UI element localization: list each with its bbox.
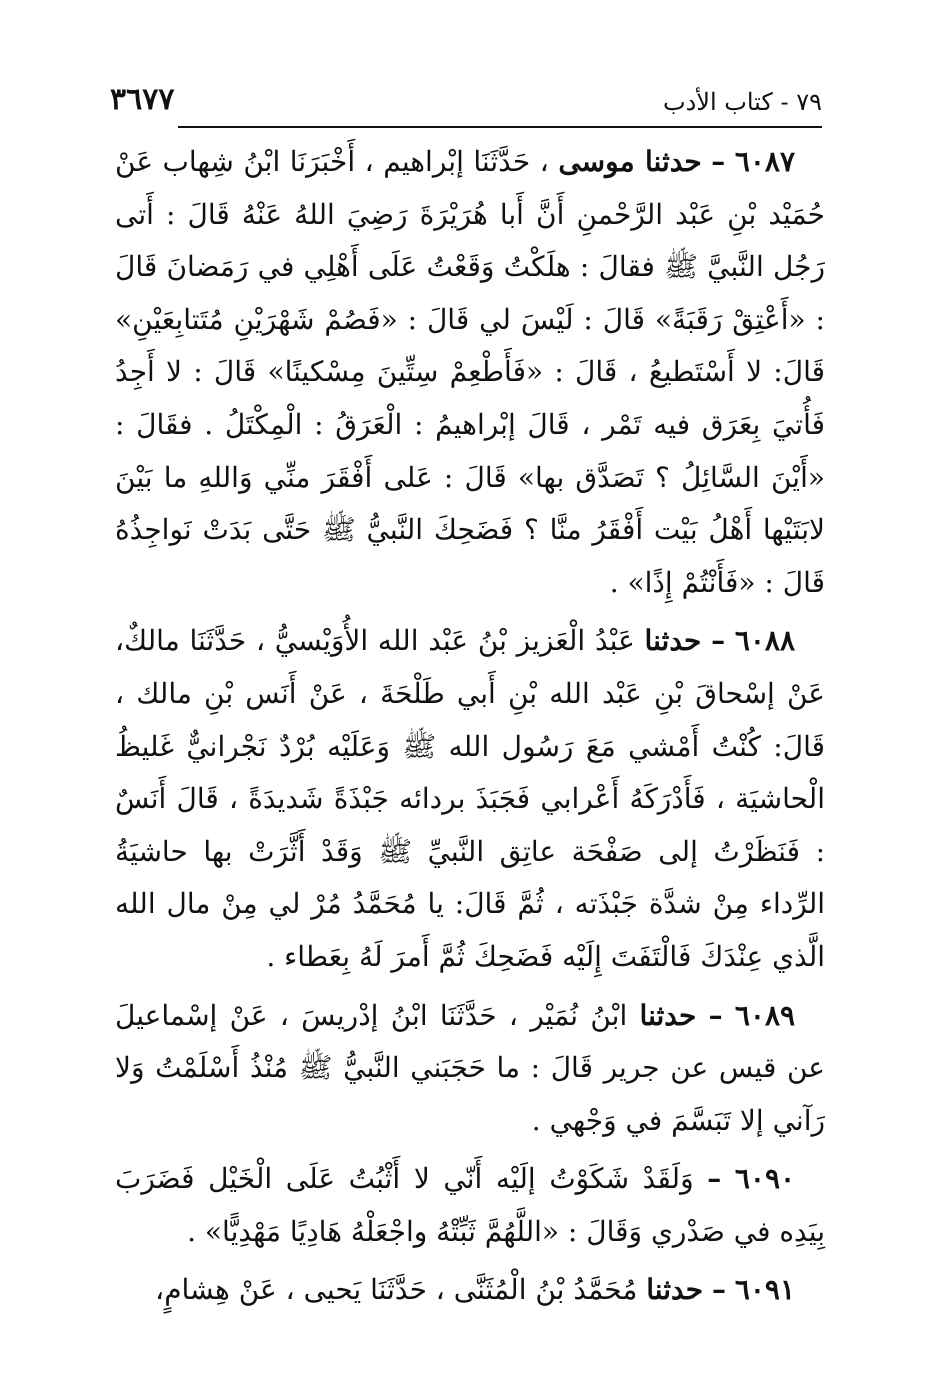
- hadith-number: ٦٠٩١: [734, 1273, 795, 1307]
- hadith-number: ٦٠٨٨: [734, 624, 795, 658]
- hadith-6089: ٦٠٨٩ – حدثنا ابْنُ نُمَيْر ، حَدَّثَنَا ابْنُ إدْريسَ ، عَنْ إسْماعيلَ عن قيس عن جرير قَالَ : ما حَجَبَني النَّبيُّ ﷺ مُنْذُ أَسْلَمْتُ وَلا رَآني إلا تَبَسَّمَ في وَجْهي .: [115, 998, 825, 1137]
- hadith-text: مُحَمَّدُ بْنُ الْمُثَنَّى ، حَدَّثَنَا يَحيى ، عَنْ هِشامٍ،: [155, 1273, 638, 1307]
- hadith-lead: حدثنا: [644, 624, 702, 658]
- hadith-6090: ٦٠٩٠ – وَلَقَدْ شَكَوْتُ إلَيْه أَنّي لا أَثْبُتُ عَلَى الْخَيْل فَضَرَبَ بِيَدِه في صَدْري وَقَالَ : «اللَّهُمَّ ثَبِّتْهُ واجْعَلْهُ هَادِيًا مَهْدِيًّا» .: [115, 1162, 825, 1248]
- hadith-6087: ٦٠٨٧ – حدثنا موسى ، حَدَّثَنَا إبْراهيم ، أَخْبَرَنَا ابْنُ شِهاب عَنْ حُمَيْد بْنِ عَبْد الرَّحْمنِ أَنَّ أَبا هُرَيْرَةَ رَضِيَ اللهُ عَنْهُ قَالَ : أَتى رَجُل النَّبيَّ ﷺ فقالَ : هلَكْتُ وَقَعْتُ عَلَى أَهْلِي في رَمَضانَ قَالَ : «أَعْتِقْ رَقَبَةً» قَالَ : لَيْسَ لي قَالَ : «فَصُمْ شَهْرَيْنِ مُتَتابِعَيْنِ» قَالَ: لا أَسْتَطيعُ ، قَالَ : «فَأَطْعِمْ سِتِّينَ مِسْكينًا» قَالَ : لا أَجِدُ فَأُتيَ بِعَرَق فيه تَمْر ، قَالَ إبْراهيمُ : الْعَرَقُ : الْمِكْتَلُ . فقَالَ : «أَيْنَ السَّائِلُ ؟ تَصَدَّق بها» قَالَ : عَلى أَفْقَرَ منِّي وَاللهِ ما بَيْنَ لابَتَيْها أَهْلُ بَيْت أَفْقَرُ منَّا ؟ فَضَحِكَ النَّبيُّ ﷺ حَتَّى بَدَتْ نَواجِذُهُ قَالَ : «فَأَنْتُمْ إِذًا» .: [115, 145, 825, 599]
- hadith-number: ٦٠٩٠: [734, 1162, 796, 1196]
- hadith-text: ، حَدَّثَنَا إبْراهيم ، أَخْبَرَنَا ابْنُ شِهاب عَنْ حُمَيْد بْنِ عَبْد الرَّحْمنِ أَنَّ أَبا هُرَيْرَةَ رَضِيَ اللهُ عَنْهُ قَالَ : أَتى رَجُل النَّبيَّ ﷺ فقالَ : هلَكْتُ وَقَعْتُ عَلَى أَهْلِي في رَمَضانَ قَالَ : «أَعْتِقْ رَقَبَةً» قَالَ : لَيْسَ لي قَالَ : «فَصُمْ شَهْرَيْنِ مُتَتابِعَيْنِ» قَالَ: لا أَسْتَطيعُ ، قَالَ : «فَأَطْعِمْ سِتِّينَ مِسْكينًا» قَالَ : لا أَجِدُ فَأُتيَ بِعَرَق فيه تَمْر ، قَالَ إبْراهيمُ : الْعَرَقُ : الْمِكْتَلُ . فقَالَ : «أَيْنَ السَّائِلُ ؟ تَصَدَّق بها» قَالَ : عَلى أَفْقَرَ منِّي وَاللهِ ما بَيْنَ لابَتَيْها أَهْلُ بَيْت أَفْقَرُ منَّا ؟ فَضَحِكَ النَّبيُّ ﷺ حَتَّى بَدَتْ نَواجِذُهُ قَالَ : «فَأَنْتُمْ إِذًا» .: [115, 145, 825, 599]
- hadith-text: عَبْدُ الْعَزيز بْنُ عَبْد الله الأُوَيْسيُّ ، حَدَّثَنَا مالكٌ، عَنْ إسْحاقَ بْنِ عَبْد الله بْنِ أَبي طَلْحَةَ ، عَنْ أَنَس بْنِ مالك ، قَالَ: كُنْتُ أَمْشي مَعَ رَسُول الله ﷺ وَعَلَيْه بُرْدٌ نَجْرانيٌّ غَليظُ الْحاشيَة ، فَأَدْرَكَهُ أَعْرابي فَجَبَذَ بردائه جَبْذَةً شَديدَةً ، قَالَ أَنَسٌ : فَنَظَرْتُ إلى صَفْحَة عاتِق النَّبيِّ ﷺ وَقَدْ أَثَّرَتْ بها حاشيَةُ الرِّداء مِنْ شدَّة جَبْذَته ، ثُمَّ قَالَ: يا مُحَمَّدُ مُرْ لي مِنْ مال الله الَّذي عِنْدَكَ فَالْتَفَتَ إِلَيْه فَضَحِكَ ثُمَّ أَمرَ لَهُ بِعَطاء .: [115, 624, 825, 973]
- page-body: [115, 136, 825, 1323]
- hadith-6088: ٦٠٨٨ – حدثنا عَبْدُ الْعَزيز بْنُ عَبْد الله الأُوَيْسيُّ ، حَدَّثَنَا مالكٌ، عَنْ إسْحاقَ بْنِ عَبْد الله بْنِ أَبي طَلْحَةَ ، عَنْ أَنَس بْنِ مالك ، قَالَ: كُنْتُ أَمْشي مَعَ رَسُول الله ﷺ وَعَلَيْه بُرْدٌ نَجْرانيٌّ غَليظُ الْحاشيَة ، فَأَدْرَكَهُ أَعْرابي فَجَبَذَ بردائه جَبْذَةً شَديدَةً ، قَالَ أَنَسٌ : فَنَظَرْتُ إلى صَفْحَة عاتِق النَّبيِّ ﷺ وَقَدْ أَثَّرَتْ بها حاشيَةُ الرِّداء مِنْ شدَّة جَبْذَته ، ثُمَّ قَالَ: يا مُحَمَّدُ مُرْ لي مِنْ مال الله الَّذي عِنْدَكَ فَالْتَفَتَ إِلَيْه فَضَحِكَ ثُمَّ أَمرَ لَهُ بِعَطاء .: [115, 624, 825, 973]
- running-title: ٧٩ - كتاب الأدب: [663, 88, 822, 116]
- hadith-number: ٦٠٨٩: [734, 998, 796, 1032]
- page-number: ٣٦٧٧: [110, 82, 175, 117]
- hadith-lead: حدثنا: [646, 1273, 704, 1307]
- hadith-6091: ٦٠٩١ – حدثنا مُحَمَّدُ بْنُ الْمُثَنَّى ، حَدَّثَنَا يَحيى ، عَنْ هِشامٍ،: [155, 1273, 795, 1307]
- hadith-lead: حدثنا: [639, 998, 697, 1032]
- hadith-number: ٦٠٨٧: [734, 145, 795, 178]
- page-header: [110, 82, 822, 122]
- hadith-text: ابْنُ نُمَيْر ، حَدَّثَنَا ابْنُ إدْريسَ ، عَنْ إسْماعيلَ عن قيس عن جرير قَالَ : ما حَجَبَني النَّبيُّ ﷺ مُنْذُ أَسْلَمْتُ وَلا رَآني إلا تَبَسَّمَ في وَجْهي .: [115, 998, 825, 1137]
- hadith-text: وَلَقَدْ شَكَوْتُ إلَيْه أَنّي لا أَثْبُتُ عَلَى الْخَيْل فَضَرَبَ بِيَدِه في صَدْري وَقَالَ : «اللَّهُمَّ ثَبِّتْهُ واجْعَلْهُ هَادِيًا مَهْدِيًّا» .: [115, 1162, 825, 1248]
- header-divider: [178, 126, 822, 128]
- hadith-lead: حدثنا موسى: [558, 145, 702, 178]
